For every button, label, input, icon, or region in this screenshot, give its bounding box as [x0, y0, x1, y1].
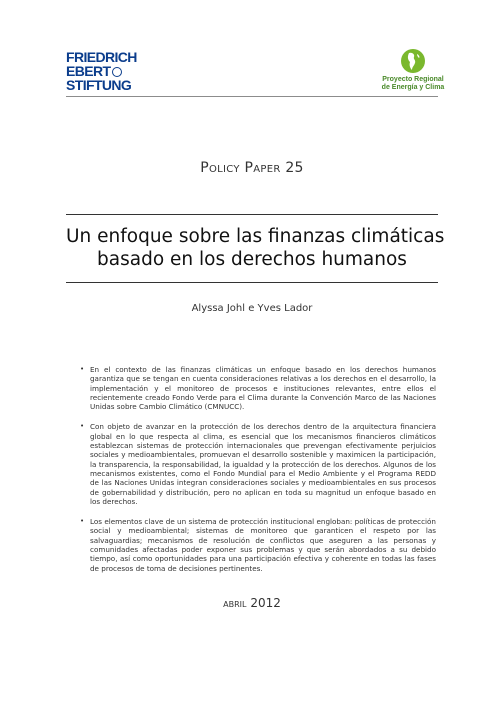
series-label: Policy Paper 25: [200, 160, 304, 176]
fes-logo: [66, 50, 137, 92]
bullet-text: Los elementos clave de un sistema de protección institucional engloban: políticas de protección social y medioambiental; sistemas de monitoreo que garanticen el respeto por las salvaguardias; mecanismos de resolución de conflictos que aseguren a las personas y comunidades afectadas poder exponer sus problemas y que serán abordados a su debido tiempo, así como oportunidades para una participación efectiva y coherente en todas las fases de procesos de toma de decisiones pertinentes.: [90, 517, 436, 573]
project-logo-line-1: Proyecto Regional: [382, 76, 444, 83]
globe-icon: [400, 48, 426, 74]
publication-date: [0, 596, 504, 610]
bullet-text: Con objeto de avanzar en la protección de los derechos dentro de la arquitectura financiera global en lo que respecta al clima, es esencial que los mecanismos financieros climáticos establezcan sistemas de protección internacionales que prevengan efectivamente perjuicios sociales y medioambientales, promuevan el desarrollo sostenible y maximicen la participación, la transparencia, la responsabilidad, la igualdad y la protección de los derechos. Algunos de los mecanismos existentes, como el Fondo Mundial para el Medio Ambiente y el Programa REDD de las Naciones Unidas integran consideraciones sociales y medioambientales en sus procesos de gobernabilidad y distribución, pero no aplican en toda su magnitud un enfoque basado en los derechos.: [90, 422, 436, 506]
fes-logo-line-3: STIFTUNG: [66, 77, 132, 93]
fes-ring-icon: [112, 67, 122, 77]
fes-logo-line-2: EBERT: [66, 64, 137, 78]
bullet-text: En el contexto de las finanzas climáticas un enfoque basado en los derechos humanos garantiza que se tengan en cuenta consideraciones relativas a los derechos en el desarrollo, la implementación y el monitoreo de procesos e instituciones relevantes, entre ellos el recientemente creado Fondo Verde para el Clima durante la Convención Marco de las Naciones Unidas sobre Cambio Climático (CMNUCC).: [90, 365, 436, 412]
bullet-icon: •: [80, 422, 85, 431]
title-bottom-rule: [66, 282, 438, 283]
project-logo: [378, 48, 448, 92]
header-divider: [66, 96, 438, 97]
document-title: [66, 225, 445, 271]
bullet-icon: •: [80, 365, 85, 373]
authors: Alyssa Johl e Yves Lador: [191, 303, 313, 314]
date-month: abril: [223, 596, 247, 610]
title-top-rule: [66, 214, 438, 215]
bullet-item: [80, 422, 436, 506]
summary-bullets: [80, 365, 436, 584]
title-line-2: basado en los derechos humanos: [97, 249, 407, 270]
project-logo-line-2: de Energía y Clima: [381, 84, 445, 91]
title-line-1: Un enfoque sobre las finanzas climáticas: [66, 226, 445, 247]
bullet-icon: •: [80, 517, 85, 526]
project-logo-text: [378, 76, 448, 92]
bullet-item: [80, 365, 436, 411]
date-year: 2012: [250, 596, 281, 610]
fes-logo-line-1: FRIEDRICH: [66, 49, 137, 65]
bullet-item: [80, 517, 436, 573]
